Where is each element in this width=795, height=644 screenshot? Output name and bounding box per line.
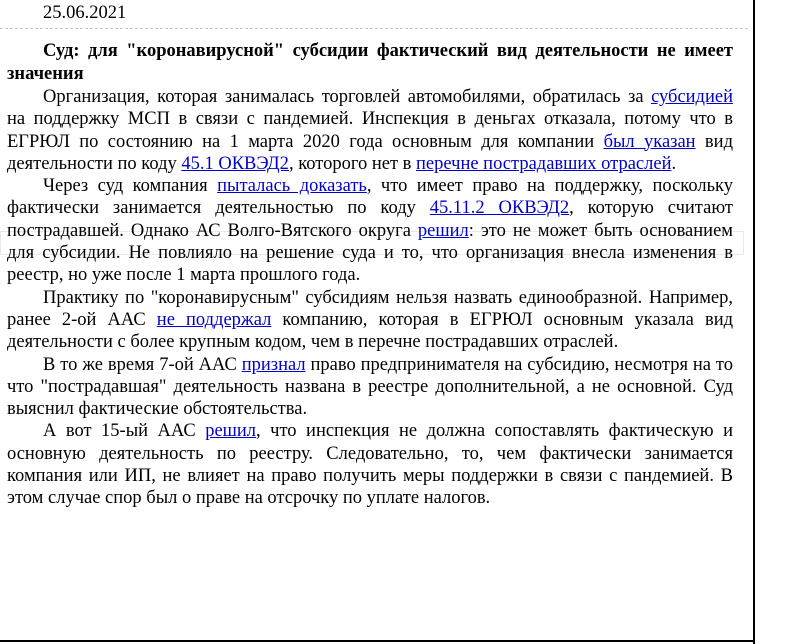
paragraph-text: , что имеет право на поддержку, поскольку фактически занимается деятельностью по коду [7,176,733,219]
publication-date: 25.06.2021 [43,3,127,23]
page-frame-bottom-border [0,640,755,642]
paragraph-text: компанию, которая в ЕГРЮЛ основным указала вид деятельности с более крупным кодом, чем в перечне пострадавших отраслей. [7,309,734,353]
article-link[interactable]: субсидией [651,87,733,107]
article-paragraph [7,175,733,286]
paragraph-text: . [671,153,677,174]
article-link[interactable]: решил [417,220,469,241]
article-link[interactable]: пыталась доказать [217,176,367,197]
paragraph-text: , которого нет в [288,153,417,174]
article-paragraph [7,86,733,175]
article-paragraph [7,420,733,509]
paragraph-text: право предпринимателя на субсидию, несмотря на то что "пострадавшая" деятельность названа в реестре дополнительной, а не основной. Суд выяснил фактические обстоятельства. [7,354,734,420]
paragraph-text: Через суд компания [43,176,218,197]
page-frame-right-border [753,0,755,644]
paragraph-text: А вот 15-ый ААС [43,421,206,442]
paragraph-text: В то же время 7-ой ААС [43,354,242,375]
article-paragraph [7,354,733,421]
paragraph-text: на поддержку МСП в связи с пандемией. Инспекция в деньгах отказала, потому что в ЕГРЮЛ по состоянию на 1 марта 2020 года основным для компании [7,109,733,152]
paragraph-text: , что инспекция не должна сопоставлять фактическую и основную деятельность по реестру. Следовательно, то, чем фактически занимается компания или ИП, не влияет на право получить меры поддержки в связи с пандемией. В этом случае спор был о праве на отсрочку по уплате налогов. [7,421,733,509]
article-link[interactable]: 45.11.2 ОКВЭД2 [429,198,570,219]
article-link[interactable]: признал [241,354,306,375]
article-link[interactable]: перечне пострадавших отраслей [416,153,672,174]
paragraph-text: Практику по "коронавирусным" субсидиям нельзя назвать единообразной. Например, ранее 2-ой ААС [7,287,733,330]
article-link[interactable]: не поддержал [156,309,272,330]
paragraph-text: , которую считают пострадавшей. Однако АС Волго-Вятского округа [7,198,733,241]
article-link[interactable]: был указан [603,131,696,152]
news-article [7,0,733,510]
paragraph-text: : это не может быть основанием для субсидии. Не повлияло на решение суда и то, что организация внесла изменения в реестр, но уже после 1 марта прошлого года. [7,220,733,286]
paragraph-text: Организация, которая занималась торговлей автомобилями, обратилась за [43,87,652,107]
article-title: Суд: для "коронавирусной" субсидии фактический вид деятельности не имеет значения [7,41,733,84]
article-link[interactable]: 45.1 ОКВЭД2 [181,153,289,174]
article-link[interactable]: решил [205,421,257,442]
article-paragraph [7,287,733,354]
paragraph-text: вид деятельности по коду [7,131,733,174]
